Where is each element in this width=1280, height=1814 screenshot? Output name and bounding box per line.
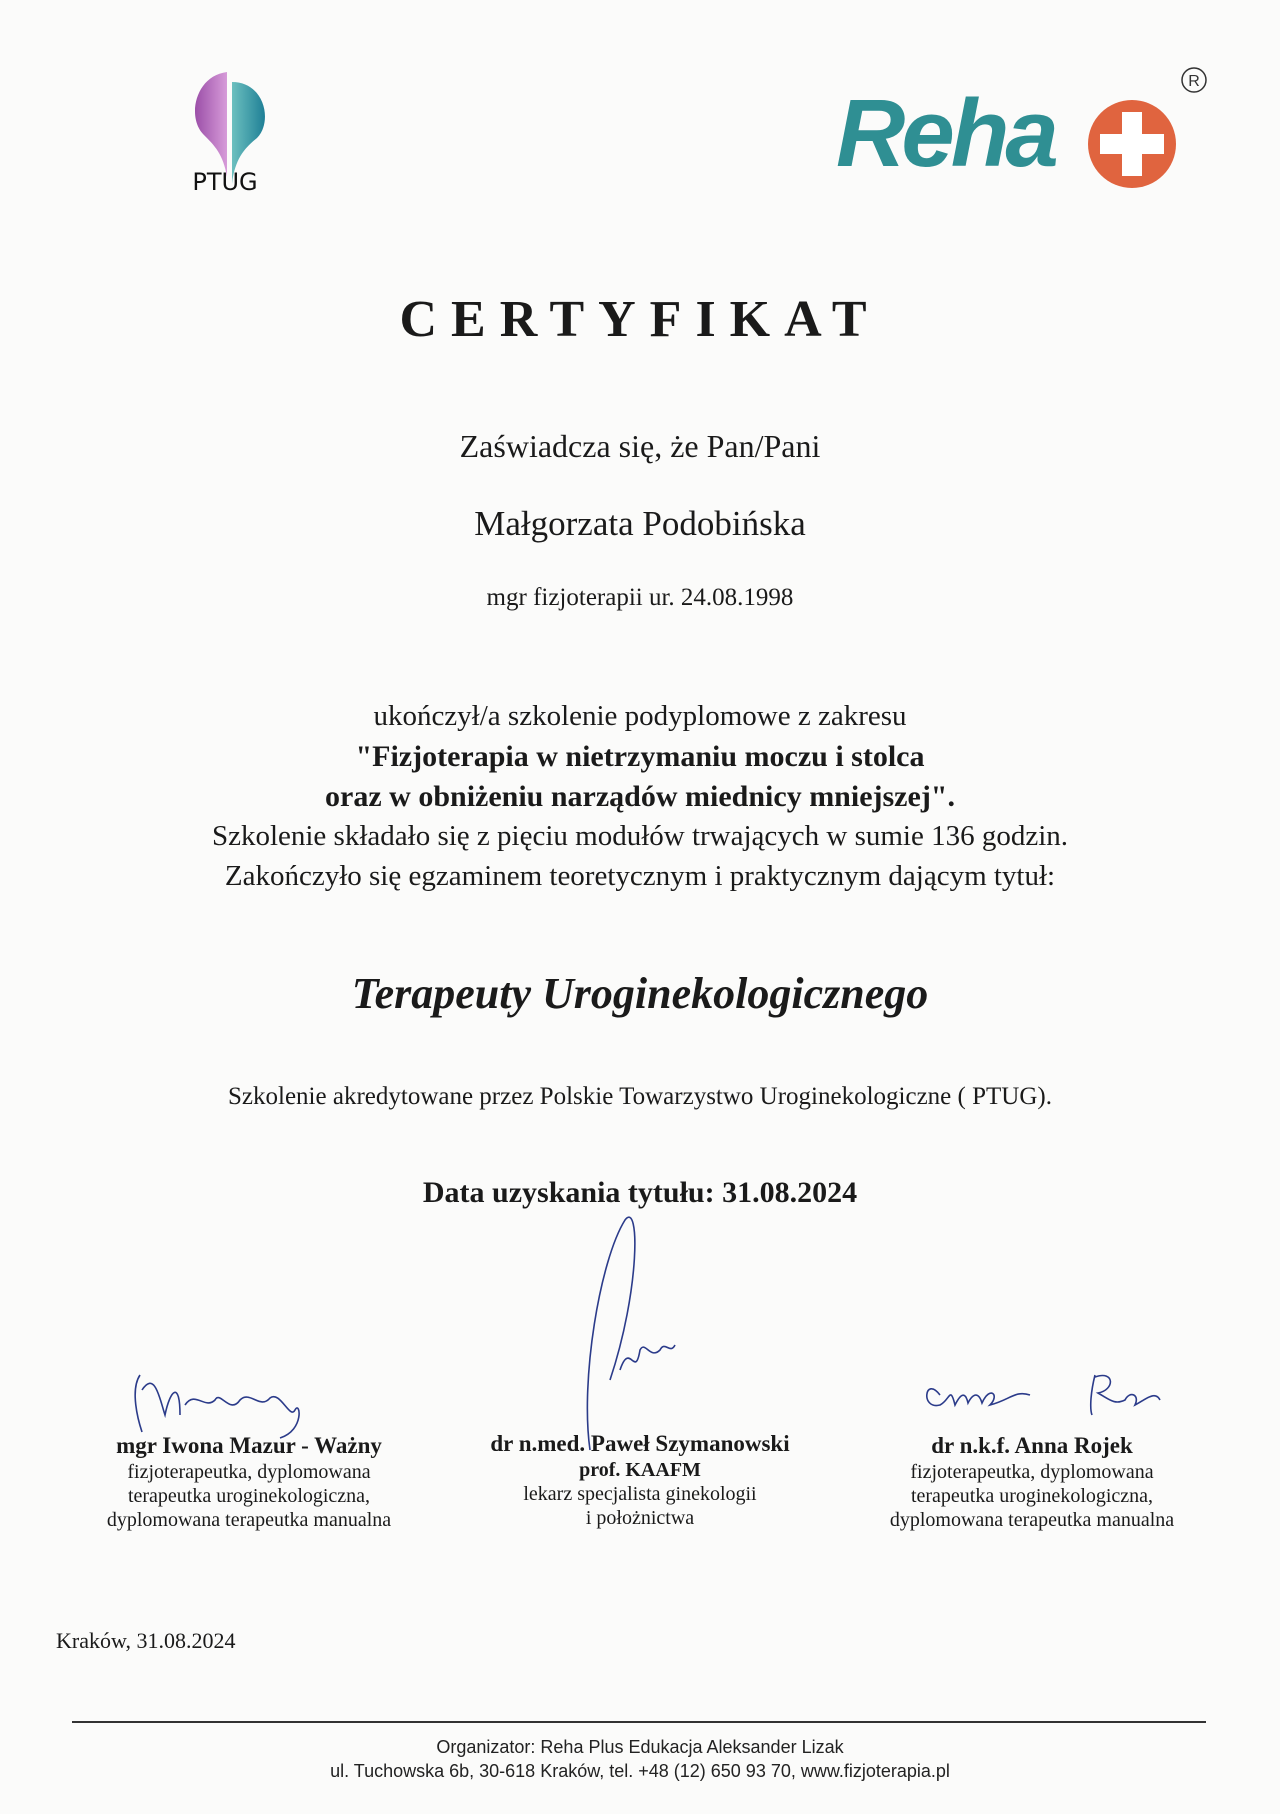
footer-organizer: Organizator: Reha Plus Edukacja Aleksander Lizak xyxy=(436,1737,844,1757)
signatory-1-line-2: terapeutka uroginekologiczna, xyxy=(127,1485,371,1507)
signatory-3-line-1: fizjoterapeutka, dyplomowana xyxy=(910,1461,1154,1483)
svg-text:R: R xyxy=(1188,73,1200,90)
date-obtained: Data uzyskania tytułu: 31.08.2024 xyxy=(422,1176,858,1209)
signatory-3-line-3: dyplomowana terapeutka manualna xyxy=(889,1509,1175,1531)
signatory-3-line-2: terapeutka uroginekologiczna, xyxy=(910,1485,1154,1507)
signatory-1 xyxy=(39,1432,459,1532)
accreditation-text: Szkolenie akredytowane przez Polskie Towarzystwo Uroginekologiczne ( PTUG). xyxy=(228,1083,1052,1110)
svg-text:Reha: Reha xyxy=(836,80,1055,187)
body-line-1: ukończył/a szkolenie podyplomowe z zakresu xyxy=(373,700,907,732)
signature-2 xyxy=(580,1180,700,1460)
signatory-1-name: mgr Iwona Mazur - Ważny xyxy=(116,1433,382,1458)
signatory-2-line-2: lekarz specjalista ginekologii xyxy=(523,1483,757,1505)
ptug-logo-text: PTUG xyxy=(192,168,258,196)
signature-3 xyxy=(920,1365,1180,1425)
footer-divider xyxy=(72,1721,1206,1723)
body-line-5: Zakończyło się egzaminem teoretycznym i praktycznym dającym tytuł: xyxy=(224,860,1056,892)
certificate-title: CERTYFIKAT xyxy=(399,291,881,348)
signatory-3-name: dr n.k.f. Anna Rojek xyxy=(931,1433,1133,1458)
signatory-3 xyxy=(822,1432,1242,1532)
signatory-1-line-3: dyplomowana terapeutka manualna xyxy=(106,1509,392,1531)
recipient-name: Małgorzata Podobińska xyxy=(474,504,806,543)
reha-plus-logo xyxy=(836,66,1216,191)
signatory-2-name: dr n.med. Paweł Szymanowski xyxy=(490,1431,790,1456)
recipient-degree: mgr fizjoterapii ur. 24.08.1998 xyxy=(486,584,794,611)
signatory-2 xyxy=(430,1430,850,1530)
course-name-line-2: oraz w obniżeniu narządów miednicy mniejszej". xyxy=(325,780,955,813)
footer-address: ul. Tuchowska 6b, 30-618 Kraków, tel. +48 (12) 650 93 70, www.fizjoterapia.pl xyxy=(330,1761,950,1781)
place-date: Kraków, 31.08.2024 xyxy=(56,1628,236,1653)
signature-1 xyxy=(120,1360,340,1440)
awarded-title: Terapeuty Uroginekologicznego xyxy=(351,969,929,1018)
signatory-1-line-1: fizjoterapeutka, dyplomowana xyxy=(127,1461,371,1483)
intro-text: Zaświadcza się, że Pan/Pani xyxy=(459,428,821,464)
signatory-2-line-1: prof. KAAFM xyxy=(579,1459,701,1481)
body-line-4: Szkolenie składało się z pięciu modułów trwających w sumie 136 godzin. xyxy=(211,820,1069,852)
course-name-line-1: "Fizjoterapia w nietrzymaniu moczu i stolca xyxy=(355,740,925,773)
signatory-2-line-3: i położnictwa xyxy=(585,1507,695,1529)
